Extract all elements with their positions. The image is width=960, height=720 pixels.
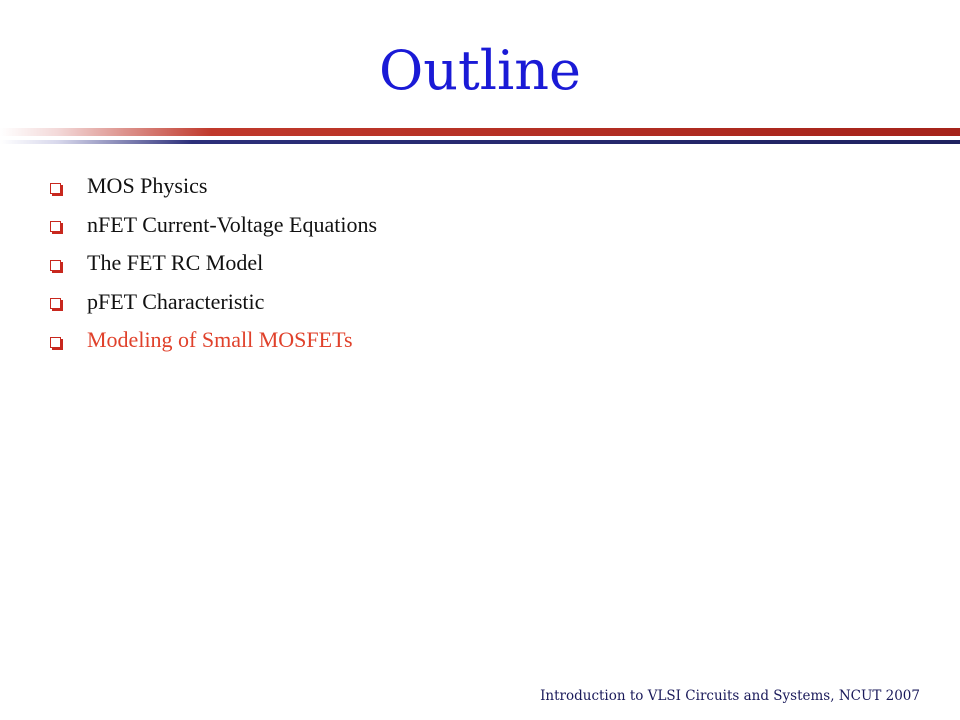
bullet-item-small-mosfets <box>50 321 377 360</box>
bullet-list <box>50 167 377 360</box>
bullet-item-mos-physics <box>50 167 377 206</box>
bullet-item-pfet-characteristic <box>50 283 377 322</box>
page-title: Outline <box>378 39 582 102</box>
bullet-label: pFET Characteristic <box>87 288 265 314</box>
bullet-label: nFET Current-Voltage Equations <box>87 211 378 237</box>
title-divider-blue <box>0 140 960 144</box>
bullet-label: The FET RC Model <box>87 250 264 276</box>
square-bullet-icon <box>50 298 61 309</box>
bullet-label: Modeling of Small MOSFETs <box>87 327 353 353</box>
bullet-item-fet-rc-model <box>50 244 377 283</box>
square-bullet-icon <box>50 337 61 348</box>
bullet-item-nfet-equations <box>50 206 377 245</box>
square-bullet-icon <box>50 183 61 194</box>
bullet-label: MOS Physics <box>87 173 208 199</box>
square-bullet-icon <box>50 221 61 232</box>
slide-footer: Introduction to VLSI Circuits and Systems, NCUT 2007 <box>540 688 920 704</box>
title-divider-red <box>0 128 960 136</box>
square-bullet-icon <box>50 260 61 271</box>
